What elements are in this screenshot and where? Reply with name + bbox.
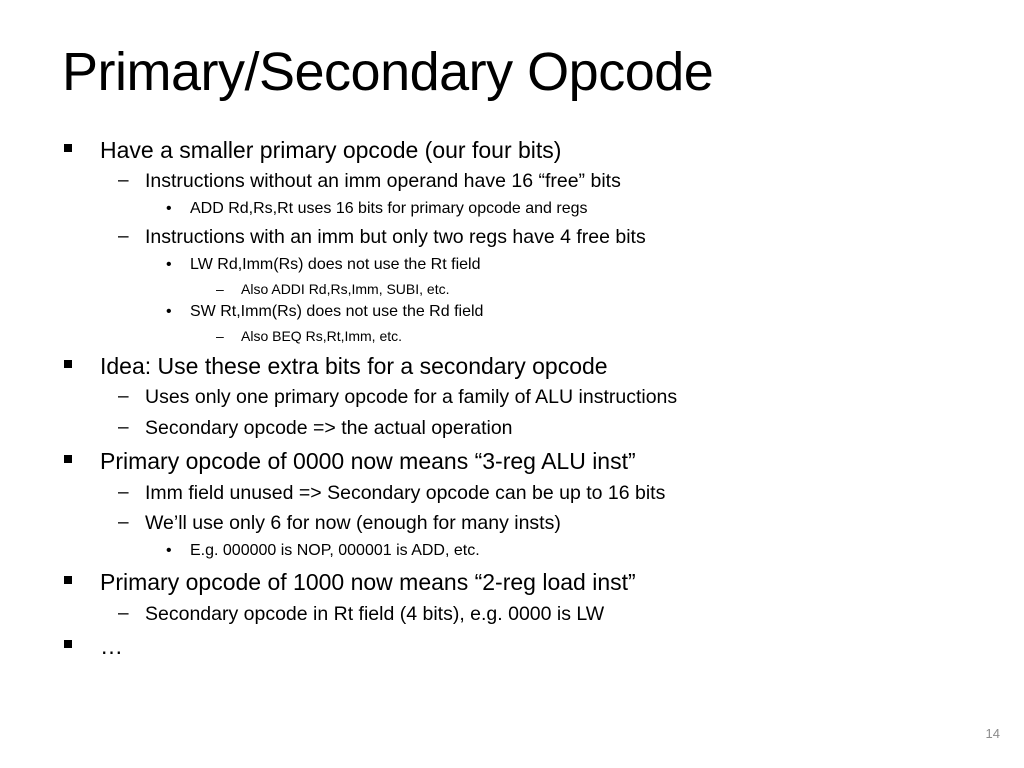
- dot-bullet-icon: •: [166, 303, 172, 320]
- page-number: 14: [985, 726, 1000, 741]
- bullet-text: E.g. 000000 is NOP, 000001 is ADD, etc.: [190, 542, 480, 559]
- bullet-text: Primary opcode of 0000 now means “3-reg ALU inst”: [100, 448, 636, 474]
- dash-bullet-icon: –: [216, 328, 224, 344]
- bullet-text: Also ADDI Rd,Rs,Imm, SUBI, etc.: [241, 281, 450, 297]
- square-bullet-icon: [64, 455, 72, 463]
- bullet-text: Also BEQ Rs,Rt,Imm, etc.: [241, 328, 403, 344]
- square-bullet-icon: [64, 640, 72, 648]
- bullet-text: ADD Rd,Rs,Rt uses 16 bits for primary opcode and regs: [190, 200, 588, 217]
- square-bullet-icon: [64, 360, 72, 368]
- bullet-text: Imm field unused => Secondary opcode can be up to 16 bits: [145, 482, 666, 504]
- bullet-text: We’ll use only 6 for now (enough for many insts): [145, 512, 561, 534]
- dash-bullet-icon: –: [118, 417, 129, 438]
- dash-bullet-icon: –: [118, 386, 129, 407]
- dot-bullet-icon: •: [166, 256, 172, 273]
- dash-bullet-icon: –: [216, 281, 224, 297]
- bullet-text: Have a smaller primary opcode (our four bits): [100, 137, 562, 163]
- square-bullet-icon: [64, 576, 72, 584]
- bullet-text: Secondary opcode => the actual operation: [145, 417, 513, 439]
- dash-bullet-icon: –: [118, 482, 129, 503]
- bullet-text: SW Rt,Imm(Rs) does not use the Rd field: [190, 303, 484, 320]
- slide-title: Primary/Secondary Opcode: [62, 42, 714, 102]
- dash-bullet-icon: –: [118, 226, 129, 247]
- bullet-text: Primary opcode of 1000 now means “2-reg load inst”: [100, 569, 636, 595]
- dash-bullet-icon: –: [118, 170, 129, 191]
- square-bullet-icon: [64, 144, 72, 152]
- bullet-text: Idea: Use these extra bits for a secondary opcode: [100, 353, 608, 379]
- bullet-text: Secondary opcode in Rt field (4 bits), e.g. 0000 is LW: [145, 603, 605, 625]
- bullet-text: Instructions with an imm but only two regs have 4 free bits: [145, 226, 646, 248]
- dash-bullet-icon: –: [118, 603, 129, 624]
- bullet-text: Uses only one primary opcode for a family of ALU instructions: [145, 386, 678, 408]
- dash-bullet-icon: –: [118, 512, 129, 533]
- bullet-text: Instructions without an imm operand have 16 “free” bits: [145, 170, 621, 192]
- bullet-text: …: [100, 633, 123, 659]
- dot-bullet-icon: •: [166, 542, 172, 559]
- bullet-text: LW Rd,Imm(Rs) does not use the Rt field: [190, 256, 481, 273]
- dot-bullet-icon: •: [166, 200, 172, 217]
